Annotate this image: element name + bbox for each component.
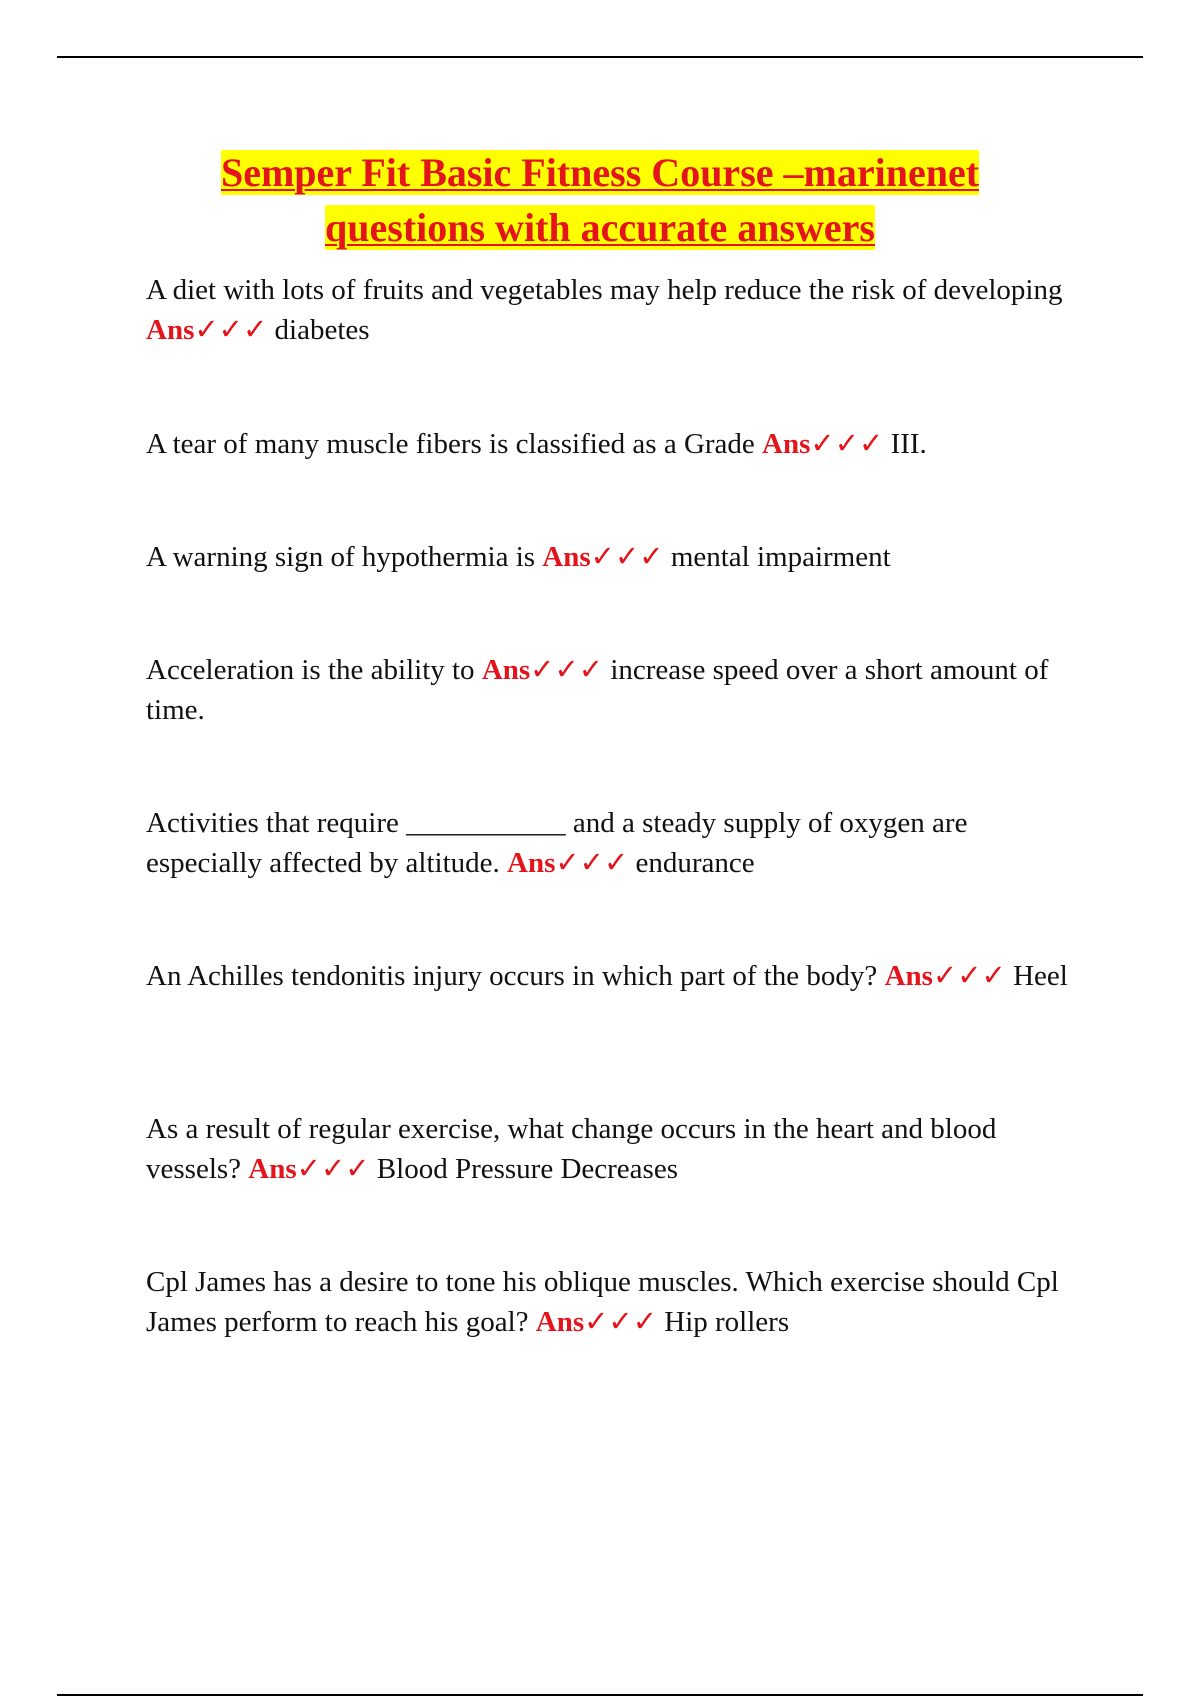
- question-text: Cpl James has a desire to tone his oblique muscles. Which exercise should Cpl James perform to reach his goal?: [146, 1266, 1059, 1338]
- checkmark-icons: ✓✓✓: [296, 1153, 370, 1185]
- answer-text: endurance: [635, 847, 755, 879]
- checkmark-icons: ✓✓✓: [194, 314, 268, 346]
- checkmark-icons: ✓✓✓: [555, 847, 629, 879]
- checkmark-icons: ✓✓✓: [530, 654, 604, 686]
- footer-rule: [57, 1694, 1143, 1696]
- question-text: Activities that require ___________ and a steady supply of oxygen are especially affected by altitude.: [146, 807, 968, 879]
- answer-label: Ans: [248, 1153, 297, 1185]
- answer-label: Ans: [762, 428, 811, 460]
- checkmark-icons: ✓✓✓: [932, 960, 1006, 992]
- document-title: [100, 145, 1100, 255]
- answer-text: mental impairment: [670, 541, 891, 573]
- qa-item: [146, 803, 1076, 883]
- qa-item: [146, 537, 1076, 577]
- answer-text: Blood Pressure Decreases: [376, 1153, 678, 1185]
- qa-item: [146, 1262, 1076, 1342]
- answer-label: Ans: [542, 541, 591, 573]
- answer-label: Ans: [481, 654, 531, 686]
- answer-text: Heel: [1013, 960, 1068, 992]
- qa-item: [146, 270, 1076, 350]
- qa-item: [146, 650, 1076, 730]
- qa-item: [146, 956, 1076, 996]
- checkmark-icons: ✓✓✓: [810, 428, 884, 460]
- question-text: A warning sign of hypothermia is: [146, 541, 536, 573]
- question-text: As a result of regular exercise, what change occurs in the heart and blood vessels?: [146, 1113, 997, 1185]
- title-line-2: questions with accurate answers: [325, 205, 875, 250]
- answer-label: Ans: [884, 960, 933, 992]
- title-line-1: Semper Fit Basic Fitness Course –marinenet: [220, 150, 980, 195]
- answer-label: Ans: [507, 847, 556, 879]
- header-rule: [57, 56, 1143, 58]
- question-text: A diet with lots of fruits and vegetables may help reduce the risk of developing: [146, 274, 1063, 306]
- checkmark-icons: ✓✓✓: [584, 1306, 658, 1338]
- question-text: An Achilles tendonitis injury occurs in which part of the body?: [146, 960, 878, 992]
- answer-text: III.: [890, 428, 927, 460]
- answer-label: Ans: [146, 314, 195, 346]
- answer-text: diabetes: [274, 314, 370, 346]
- question-text: Acceleration is the ability to: [146, 654, 475, 686]
- checkmark-icons: ✓✓✓: [590, 541, 664, 573]
- answer-text: Hip rollers: [664, 1306, 790, 1338]
- qa-item: [146, 1109, 1076, 1189]
- qa-item: [146, 424, 1076, 464]
- question-text: A tear of many muscle fibers is classified as a Grade: [146, 428, 755, 460]
- answer-text: increase speed over a short amount of time.: [146, 654, 1049, 726]
- answer-label: Ans: [535, 1306, 585, 1338]
